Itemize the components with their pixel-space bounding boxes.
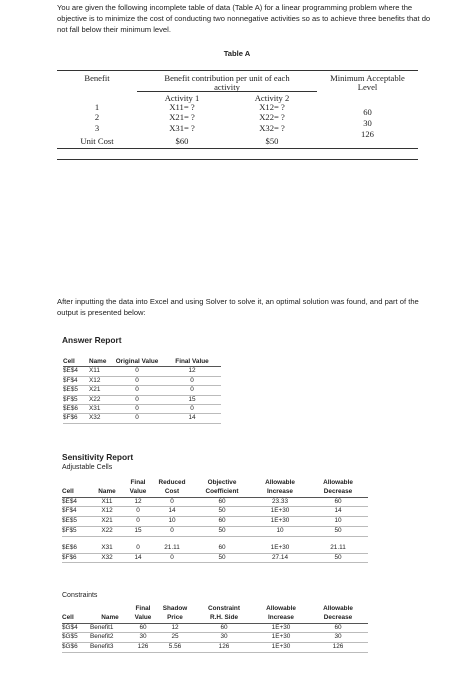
adj-cell: $F$4 [62,507,90,517]
adj-reduced: 0 [152,526,192,536]
adj-increase: 1E+30 [252,507,308,517]
header-activity-1: Activity 1 [164,93,200,103]
ar-header-name: Name [89,358,111,367]
row-1-min: 60 [363,107,372,117]
con-cell: $G$4 [62,623,90,633]
adj-final: 12 [124,497,152,507]
table-row [62,633,368,643]
adjustable-cells-label: Adjustable Cells [62,464,113,471]
ar-final: 12 [163,367,221,376]
table-row [62,544,368,553]
con-cell: $G$5 [62,633,90,643]
con-shadow: 25 [156,633,194,643]
con-h-price: Price [156,614,194,623]
adj-increase: 10 [252,526,308,536]
adj-header-top [62,479,368,488]
header-min-1: Minimum Acceptable [330,73,405,83]
con-header-bottom [62,614,368,623]
header-min-2: Level [357,82,378,92]
adj-h-coefficient: Coefficient [192,488,252,497]
adj-reduced: 21.11 [152,544,192,553]
adj-objective: 60 [192,517,252,527]
con-rhs: 126 [194,643,254,653]
intro-paragraph: You are given the following incomplete table of data (Table A) for a linear programming problem where the objective is to minimize the cost of conducting two nonnegative activities so as to achieve three benefits that do not fall below their minimum level. [57,3,431,34]
ar-header-cell: Cell [63,358,89,367]
answer-report-table [63,358,221,424]
ar-original: 0 [111,405,163,414]
adjustable-cells-table [62,479,368,563]
adj-final: 14 [124,553,152,563]
con-final: 126 [130,643,156,653]
row-3-activity-2: X32= ? [259,123,285,133]
con-h-increase: Increase [254,614,308,623]
adj-decrease: 60 [308,497,368,507]
con-h-top-allow-dec: Allowable [323,605,353,612]
unit-cost-label: Unit Cost [80,136,114,146]
adj-name: X22 [90,526,124,536]
table-row [63,414,221,423]
adj-reduced: 10 [152,517,192,527]
table-a-top-rule [57,70,418,71]
con-name: Benefit2 [90,633,130,643]
ar-original: 0 [111,376,163,385]
con-h-value: Value [130,614,156,623]
table-a-bottom-rule [57,159,418,160]
adj-reduced: 0 [152,553,192,563]
adj-objective: 50 [192,553,252,563]
ar-cell: $F$5 [63,395,89,404]
ar-final: 15 [163,395,221,404]
con-name: Benefit1 [90,623,130,633]
row-2-activity-2: X22= ? [259,112,285,122]
con-h-top-0 [62,605,90,614]
adj-cell: $F$6 [62,553,90,563]
row-2-activity-1: X21= ? [169,112,195,122]
adj-final: 0 [124,507,152,517]
con-h-decrease: Decrease [308,614,368,623]
con-shadow: 12 [156,623,194,633]
con-cell: $G$6 [62,643,90,653]
con-h-name: Name [90,614,130,623]
table-row [62,497,368,507]
ar-cell: $F$4 [63,376,89,385]
solver-paragraph: After inputting the data into Excel and using Solver to solve it, an optimal solution was found, and part of the output is presented below: [57,297,419,317]
adj-reduced: 0 [152,497,192,507]
adj-name: X31 [90,544,124,553]
header-contribution-1: Benefit contribution per unit of each [164,73,290,83]
adj-name: X11 [90,497,124,507]
adj-h-cost: Cost [152,488,192,497]
table-row [62,517,368,527]
adj-h-cell: Cell [62,488,90,497]
header-contribution-2: activity [214,82,240,92]
con-decrease: 126 [308,643,368,653]
adj-reduced: 14 [152,507,192,517]
adj-final: 0 [124,517,152,527]
con-h-rhs: R.H. Side [194,614,254,623]
con-name: Benefit3 [90,643,130,653]
table-row [63,386,221,395]
adj-h-top-final: Final [130,479,146,486]
adj-final: 15 [124,526,152,536]
adj-h-top-reduced: Reduced [158,479,186,486]
adj-name: X32 [90,553,124,563]
ar-original: 0 [111,386,163,395]
row-1-benefit: 1 [94,102,100,112]
con-rhs: 30 [194,633,254,643]
con-h-top-allow-inc: Allowable [266,605,296,612]
ar-original: 0 [111,395,163,404]
con-header-top [62,605,368,614]
adj-increase: 23.33 [252,497,308,507]
adj-increase: 1E+30 [252,544,308,553]
table-row [62,507,368,517]
adj-h-name: Name [90,488,124,497]
ar-cell: $F$6 [63,414,89,423]
ar-original: 0 [111,414,163,423]
con-decrease: 60 [308,623,368,633]
row-1-activity-2: X12= ? [259,102,285,112]
con-h-top-constraint: Constraint [208,605,240,612]
con-rhs: 60 [194,623,254,633]
con-h-top-shadow: Shadow [162,605,188,612]
adj-name: X12 [90,507,124,517]
answer-report-title: Answer Report [62,335,122,345]
adj-h-increase: Increase [252,488,308,497]
table-row [63,376,221,385]
con-increase: 1E+30 [254,643,308,653]
adj-decrease: 14 [308,507,368,517]
table-row [62,526,368,536]
ar-cell: $E$4 [63,367,89,376]
ar-name: X31 [89,405,111,414]
adj-increase: 1E+30 [252,517,308,527]
unit-cost-activity-1: $60 [175,136,189,146]
adj-final: 0 [124,544,152,553]
table-row [63,405,221,414]
adj-increase: 27.14 [252,553,308,563]
adj-decrease: 50 [308,553,368,563]
header-benefit: Benefit [84,73,110,83]
adj-objective: 50 [192,526,252,536]
ar-final: 14 [163,414,221,423]
row-2-benefit: 2 [94,112,100,122]
ar-final: 0 [163,405,221,414]
constraints-label: Constraints [62,592,98,599]
ar-header-original: Original Value [111,358,163,367]
con-increase: 1E+30 [254,623,308,633]
table-row [62,643,368,653]
row-3-benefit: 3 [94,123,100,133]
sensitivity-report-title: Sensitivity Report [62,452,134,462]
ar-name: X32 [89,414,111,423]
ar-name: X12 [89,376,111,385]
adj-h-top-allow-dec: Allowable [323,479,353,486]
ar-header-final: Final Value [163,358,221,367]
adj-objective: 50 [192,507,252,517]
row-3-min: 126 [361,129,374,139]
answer-report-header [63,358,221,367]
adj-cell: $E$4 [62,497,90,507]
con-decrease: 30 [308,633,368,643]
adj-header-bottom [62,488,368,497]
con-h-cell: Cell [62,614,90,623]
ar-original: 0 [111,367,163,376]
con-final: 60 [130,623,156,633]
adj-h-top-allow-inc: Allowable [265,479,295,486]
table-gap-row [62,536,368,544]
adj-cell: $F$5 [62,526,90,536]
adj-h-top-objective: Objective [207,479,237,486]
ar-final: 0 [163,386,221,395]
table-row [63,367,221,376]
row-1-activity-1: X11= ? [169,102,195,112]
adj-cell: $E$6 [62,544,90,553]
adj-decrease: 21.11 [308,544,368,553]
table-row [62,553,368,563]
adj-cell: $E$5 [62,517,90,527]
row-2-min: 30 [363,118,372,128]
con-increase: 1E+30 [254,633,308,643]
adj-decrease: 50 [308,526,368,536]
constraints-table [62,605,368,653]
unit-cost-activity-2: $50 [265,136,279,146]
adj-decrease: 10 [308,517,368,527]
adj-h-decrease: Decrease [308,488,368,497]
table-a [57,70,418,162]
con-shadow: 5.56 [156,643,194,653]
con-final: 30 [130,633,156,643]
ar-final: 0 [163,376,221,385]
con-h-top-1 [90,605,130,614]
adj-objective: 60 [192,544,252,553]
adj-h-top-1 [90,479,124,488]
adj-name: X21 [90,517,124,527]
table-row [62,623,368,633]
ar-name: X11 [89,367,111,376]
adj-objective: 60 [192,497,252,507]
ar-name: X21 [89,386,111,395]
con-h-top-final: Final [135,605,151,612]
ar-name: X22 [89,395,111,404]
ar-cell: $E$5 [63,386,89,395]
table-a-cost-rule [57,148,418,149]
adj-h-top-0 [62,479,90,488]
header-activity-2: Activity 2 [254,93,290,103]
row-3-activity-1: X31= ? [169,123,195,133]
adj-h-value: Value [124,488,152,497]
table-a-title: Table A [223,49,251,58]
ar-cell: $E$6 [63,405,89,414]
table-row [63,395,221,404]
